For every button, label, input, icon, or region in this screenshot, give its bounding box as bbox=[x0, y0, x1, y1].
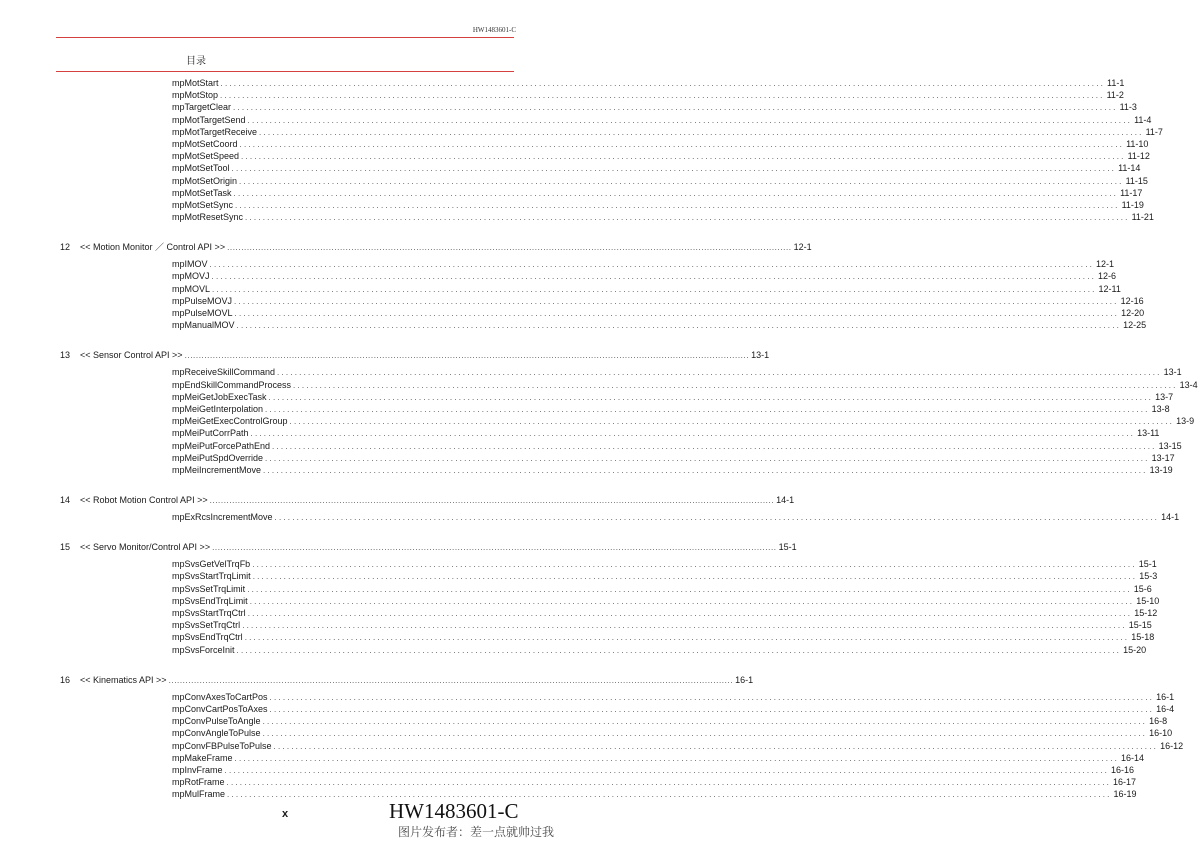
dot-leader: ........................................................................................................................................................................................................ bbox=[247, 609, 1133, 618]
toc-entry-label: mpEndSkillCommandProcess bbox=[172, 379, 292, 390]
toc-page-number: 15-3 bbox=[1139, 571, 1158, 582]
dot-leader: ........................................................................................................................................................................................................ bbox=[242, 621, 1127, 631]
toc-page-number: 11-21 bbox=[1131, 212, 1154, 223]
toc-entry[interactable] bbox=[0, 740, 1184, 752]
dot-leader: ........................................................................................................................................................................................................ bbox=[262, 729, 1148, 739]
toc-entry[interactable] bbox=[0, 175, 1148, 187]
toc-entry[interactable] bbox=[0, 715, 1168, 727]
chapter-number: 15 bbox=[60, 542, 71, 553]
toc-chapter-group bbox=[0, 541, 1160, 656]
toc-entry[interactable] bbox=[0, 452, 1175, 464]
toc-page-number: 12-25 bbox=[1123, 320, 1147, 331]
toc-page-number: 16-12 bbox=[1160, 740, 1184, 751]
toc-entry-label: mpMotStop bbox=[172, 90, 219, 101]
dot-leader: ........................................................................................................................................................................................................ bbox=[252, 560, 1137, 570]
dot-leader: ........................................................................................................................................................................................................ bbox=[235, 200, 1120, 210]
toc-entry-label: mpMotSetTask bbox=[172, 187, 232, 198]
header-doc-number: HW1483601-C bbox=[472, 26, 516, 34]
toc-entry[interactable] bbox=[0, 391, 1174, 403]
chapter-number: 12 bbox=[60, 242, 71, 253]
dot-leader: ........................................................................................................................................................................................................ bbox=[249, 596, 1135, 606]
chapter-number: 16 bbox=[60, 674, 71, 685]
toc-entry[interactable] bbox=[0, 583, 1152, 595]
toc-page-number: 16-4 bbox=[1156, 703, 1175, 714]
toc-entry[interactable] bbox=[0, 319, 1147, 331]
toc-page-number: 15-15 bbox=[1128, 620, 1152, 631]
toc-entry[interactable] bbox=[0, 283, 1121, 295]
toc-page-number: 11-15 bbox=[1125, 175, 1148, 186]
toc-chapter-heading[interactable] bbox=[0, 494, 795, 507]
table-of-contents bbox=[0, 77, 1198, 800]
toc-entry[interactable] bbox=[0, 752, 1145, 764]
footer-doc-number: HW1483601-C bbox=[389, 799, 519, 823]
dot-leader: ........................................................................................................................................................................................................ bbox=[263, 465, 1148, 475]
dot-leader: ........................................................................................................................................................................................................ bbox=[234, 753, 1120, 763]
dot-leader: ........................................................................................................................................................................................................ bbox=[224, 765, 1110, 775]
toc-entry[interactable] bbox=[0, 403, 1170, 415]
toc-page-number: 15-1 bbox=[778, 542, 797, 553]
toc-entry-label: mpConvPulseToAngle bbox=[172, 716, 261, 727]
dot-leader: ........................................................................................................................................................................................................ bbox=[234, 309, 1120, 318]
dot-leader: ........................................................................................................................................................................................................ bbox=[233, 103, 1118, 113]
toc-page-number: 16-16 bbox=[1111, 764, 1135, 775]
toc-entry[interactable] bbox=[0, 776, 1137, 788]
toc-entry-label: mpMulFrame bbox=[172, 789, 226, 800]
toc-page-number: 13-1 bbox=[1163, 367, 1182, 378]
dot-leader: ........................................................................................................................................................................................................ bbox=[241, 152, 1126, 162]
toc-page-number: 13-7 bbox=[1155, 391, 1174, 402]
toc-entry[interactable] bbox=[0, 691, 1175, 703]
dot-leader: ........................................................................................................................................................................................................ bbox=[265, 453, 1150, 463]
toc-entry-label: mpSvsForceInit bbox=[172, 644, 235, 655]
toc-entry-label: mpSvsEndTrqCtrl bbox=[172, 632, 243, 643]
dot-leader: ........................................................................................................................................................................................................ bbox=[212, 284, 1097, 294]
toc-page-number: 14-1 bbox=[776, 495, 795, 506]
chapter-title: << Servo Monitor/Control API >> bbox=[80, 542, 211, 553]
toc-entry[interactable] bbox=[0, 727, 1173, 739]
dot-leader: ........................................................................................................................................................................................................ bbox=[269, 692, 1155, 702]
toc-entry-label: mpMotSetCoord bbox=[172, 138, 238, 149]
toc-entry[interactable] bbox=[0, 464, 1173, 476]
toc-entry-label: mpIMOV bbox=[172, 259, 208, 270]
toc-entry-label: mpSvsStartTrqLimit bbox=[172, 571, 251, 582]
toc-entry-label: mpMotTargetReceive bbox=[172, 126, 258, 137]
dot-leader: ........................................................................................................................................................................................................ bbox=[209, 260, 1095, 270]
toc-entry[interactable] bbox=[0, 764, 1135, 776]
chapter-title: << Kinematics API >> bbox=[80, 674, 167, 685]
toc-entry-label: mpMotStart bbox=[172, 78, 219, 88]
header-bottom-rule bbox=[56, 71, 514, 72]
toc-entry[interactable] bbox=[0, 644, 1147, 656]
dot-leader: ........................................................................................................................................................................................................ bbox=[289, 417, 1175, 427]
toc-entry[interactable] bbox=[0, 703, 1175, 715]
dot-leader: ........................................................................................................................................................................................................ bbox=[168, 675, 734, 685]
dot-leader: ........................................................................................................................................................................................................ bbox=[236, 321, 1122, 331]
toc-page-number: 11-10 bbox=[1126, 138, 1149, 149]
dot-leader: ........................................................................................................................................................................................................ bbox=[252, 572, 1138, 582]
toc-page-number: 16-14 bbox=[1121, 752, 1145, 763]
dot-leader: ........................................................................................................................................................................................................ bbox=[234, 296, 1119, 306]
toc-entry-label: mpConvAxesToCartPos bbox=[172, 691, 268, 702]
toc-page-number: 12-11 bbox=[1098, 283, 1121, 294]
dot-leader: ........................................................................................................................................................................................................ bbox=[239, 176, 1124, 186]
dot-leader: ........................................................................................................................................................................................................ bbox=[226, 778, 1112, 788]
toc-chapter-group bbox=[0, 77, 1163, 223]
toc-page-number: 11-7 bbox=[1145, 126, 1163, 137]
toc-entry[interactable] bbox=[0, 607, 1158, 619]
chapter-number: 13 bbox=[60, 350, 71, 361]
toc-page-number: 15-1 bbox=[1138, 559, 1157, 570]
toc-page-number: 13-17 bbox=[1151, 452, 1175, 463]
toc-page-number: 16-10 bbox=[1149, 728, 1173, 739]
toc-page-number: 11-2 bbox=[1106, 90, 1124, 101]
toc-chapter-heading[interactable] bbox=[0, 241, 812, 254]
toc-entry-label: mpTargetClear bbox=[172, 102, 232, 113]
toc-entry-label: mpMotSetSync bbox=[172, 199, 234, 210]
toc-entry-label: mpMotSetTool bbox=[172, 163, 230, 174]
toc-entry[interactable] bbox=[0, 379, 1198, 391]
toc-page-number: 15-18 bbox=[1131, 632, 1155, 643]
dot-leader: ........................................................................................................................................................................................................ bbox=[273, 741, 1159, 751]
footer-page-number: x bbox=[282, 808, 289, 820]
toc-entry[interactable] bbox=[0, 415, 1195, 427]
toc-chapter-heading[interactable] bbox=[0, 674, 754, 687]
toc-page-number: 11-4 bbox=[1134, 114, 1152, 125]
toc-entry-label: mpMeiGetExecControlGroup bbox=[172, 416, 288, 427]
toc-entry[interactable] bbox=[0, 89, 1124, 101]
dot-leader: ........................................................................................................................................................................................................ bbox=[239, 139, 1125, 149]
toc-chapter-group bbox=[0, 349, 1198, 476]
toc-entry[interactable] bbox=[0, 77, 1125, 89]
toc-page-number: 16-1 bbox=[735, 674, 754, 685]
toc-chapter-heading[interactable] bbox=[0, 349, 770, 362]
toc-entry[interactable] bbox=[0, 150, 1150, 162]
toc-page-number: 15-20 bbox=[1123, 644, 1147, 655]
dot-leader: ........................................................................................................................................................................................................ bbox=[265, 404, 1150, 414]
dot-leader: ........................................................................................................................................................................................................ bbox=[247, 584, 1132, 594]
header-top-rule bbox=[56, 37, 514, 38]
chapter-number: 14 bbox=[60, 495, 71, 506]
toc-entry-label: mpMOVJ bbox=[172, 271, 210, 282]
dot-leader: ........................................................................................................................................................................................................ bbox=[231, 164, 1117, 174]
toc-entry[interactable] bbox=[0, 619, 1152, 631]
section-label: 目录 bbox=[186, 56, 206, 67]
toc-page-number: 16-8 bbox=[1149, 716, 1168, 727]
toc-page-number: 13-1 bbox=[751, 350, 770, 361]
toc-entry-label: mpMeiGetInterpolation bbox=[172, 403, 264, 414]
toc-page-number: 12-1 bbox=[1096, 259, 1115, 270]
chapter-title: << Sensor Control API >> bbox=[80, 350, 183, 361]
dot-leader: ........................................................................................................................................................................................................ bbox=[211, 272, 1097, 282]
dot-leader: ........................................................................................................................................................................................................ bbox=[233, 188, 1119, 198]
dot-leader: ........................................................................................................................................................................................................ bbox=[209, 496, 775, 506]
dot-leader: ........................................................................................................................................................................................................ bbox=[227, 243, 792, 253]
toc-entry-label: mpSvsSetTrqLimit bbox=[172, 583, 246, 594]
toc-page-number: 15-6 bbox=[1133, 583, 1152, 594]
toc-page-number: 13-9 bbox=[1176, 416, 1195, 427]
toc-entry[interactable] bbox=[0, 595, 1160, 607]
toc-entry-label: mpInvFrame bbox=[172, 764, 223, 775]
toc-entry[interactable] bbox=[0, 366, 1182, 378]
toc-entry-label: mpMOVL bbox=[172, 283, 211, 294]
toc-page-number: 12-1 bbox=[793, 242, 812, 253]
toc-entry-label: mpConvAngleToPulse bbox=[172, 728, 261, 739]
toc-entry[interactable] bbox=[0, 427, 1160, 439]
toc-entry-label: mpSvsSetTrqCtrl bbox=[172, 620, 241, 631]
toc-entry[interactable] bbox=[0, 187, 1143, 199]
toc-entry-label: mpMeiIncrementMove bbox=[172, 464, 262, 475]
toc-page-number: 13-8 bbox=[1151, 403, 1170, 414]
toc-entry-label: mpExRcsIncrementMove bbox=[172, 512, 273, 523]
toc-page-number: 16-17 bbox=[1113, 777, 1137, 788]
dot-leader: ........................................................................................................................................................................................................ bbox=[293, 380, 1178, 390]
dot-leader: ........................................................................................................................................................................................................ bbox=[272, 441, 1157, 451]
dot-leader: ........................................................................................................................................................................................................ bbox=[236, 645, 1122, 655]
toc-entry-label: mpConvFBPulseToPulse bbox=[172, 740, 272, 751]
dot-leader: ........................................................................................................................................................................................................ bbox=[227, 790, 1112, 800]
toc-page-number: 13-11 bbox=[1137, 428, 1160, 439]
toc-entry-label: mpSvsGetVelTrqFb bbox=[172, 559, 251, 570]
toc-entry-label: mpReceiveSkillCommand bbox=[172, 367, 276, 378]
dot-leader: ........................................................................................................................................................................................................ bbox=[220, 79, 1106, 88]
toc-entry-label: mpConvCartPosToAxes bbox=[172, 703, 268, 714]
dot-leader: ........................................................................................................................................................................................................ bbox=[220, 91, 1105, 101]
toc-page-number: 12-20 bbox=[1121, 308, 1145, 318]
toc-page-number: 13-19 bbox=[1149, 464, 1173, 475]
toc-entry-label: mpRotFrame bbox=[172, 777, 225, 788]
dot-leader: ........................................................................................................................................................................................................ bbox=[269, 704, 1155, 714]
toc-entry-label: mpMotTargetSend bbox=[172, 114, 246, 125]
toc-entry-label: mpPulseMOVJ bbox=[172, 295, 233, 306]
toc-entry-label: mpManualMOV bbox=[172, 320, 235, 331]
toc-entry[interactable] bbox=[0, 558, 1157, 570]
toc-entry-label: mpMotSetOrigin bbox=[172, 175, 238, 186]
dot-leader: ........................................................................................................................................................................................................ bbox=[259, 127, 1144, 137]
dot-leader: ........................................................................................................................................................................................................ bbox=[277, 368, 1162, 378]
toc-entry[interactable] bbox=[0, 511, 1180, 523]
toc-page-number: 12-6 bbox=[1098, 271, 1117, 282]
toc-entry-label: mpMeiGetJobExecTask bbox=[172, 391, 267, 402]
toc-page-number: 13-4 bbox=[1179, 379, 1198, 390]
toc-chapter-heading[interactable] bbox=[0, 541, 797, 554]
toc-entry-label: mpMakeFrame bbox=[172, 752, 233, 763]
toc-entry-label: mpMeiPutForcePathEnd bbox=[172, 440, 271, 451]
toc-page-number: 16-19 bbox=[1113, 789, 1137, 800]
toc-page-number: 11-19 bbox=[1121, 199, 1144, 210]
toc-page-number: 12-16 bbox=[1120, 295, 1144, 306]
toc-entry[interactable] bbox=[0, 295, 1144, 307]
toc-entry-label: mpPulseMOVL bbox=[172, 308, 233, 318]
toc-entry[interactable] bbox=[0, 138, 1149, 150]
toc-entry[interactable] bbox=[0, 126, 1163, 138]
toc-chapter-group bbox=[0, 494, 1180, 523]
toc-page-number: 14-1 bbox=[1161, 512, 1180, 523]
toc-page-number: 16-1 bbox=[1156, 691, 1175, 702]
toc-entry[interactable] bbox=[0, 258, 1115, 270]
toc-entry[interactable] bbox=[0, 101, 1137, 113]
dot-leader: ........................................................................................................................................................................................................ bbox=[245, 213, 1130, 223]
dot-leader: ........................................................................................................................................................................................................ bbox=[262, 717, 1148, 727]
toc-page-number: 11-14 bbox=[1118, 163, 1141, 174]
chapter-title: << Robot Motion Control API >> bbox=[80, 495, 208, 506]
toc-entry[interactable] bbox=[0, 114, 1152, 126]
toc-entry-label: mpSvsStartTrqCtrl bbox=[172, 608, 246, 618]
toc-entry[interactable] bbox=[0, 199, 1144, 211]
dot-leader: ........................................................................................................................................................................................................ bbox=[244, 633, 1130, 643]
chapter-title: << Motion Monitor ／ Control API >> bbox=[80, 242, 226, 253]
toc-entry-label: mpSvsEndTrqLimit bbox=[172, 595, 248, 606]
toc-page-number: 15-12 bbox=[1134, 608, 1158, 618]
toc-page-number: 11-12 bbox=[1127, 151, 1150, 162]
toc-entry[interactable] bbox=[0, 270, 1117, 282]
toc-entry[interactable] bbox=[0, 162, 1141, 174]
toc-entry[interactable] bbox=[0, 307, 1145, 319]
toc-entry-label: mpMeiPutCorrPath bbox=[172, 428, 249, 439]
toc-entry-label: mpMotSetSpeed bbox=[172, 151, 240, 162]
toc-page-number: 15-10 bbox=[1136, 595, 1160, 606]
toc-entry[interactable] bbox=[0, 211, 1154, 223]
watermark-text: 图片发布者：差一点就帅过我 bbox=[398, 825, 555, 839]
dot-leader: ........................................................................................................................................................................................................ bbox=[268, 392, 1154, 402]
dot-leader: ........................................................................................................................................................................................................ bbox=[212, 543, 777, 553]
toc-entry[interactable] bbox=[0, 570, 1158, 582]
toc-entry[interactable] bbox=[0, 440, 1182, 452]
dot-leader: ........................................................................................................................................................................................................ bbox=[274, 513, 1160, 523]
toc-chapter-group bbox=[0, 674, 1184, 801]
toc-entry-label: mpMotResetSync bbox=[172, 212, 244, 223]
toc-entry-label: mpMeiPutSpdOverride bbox=[172, 452, 264, 463]
toc-entry[interactable] bbox=[0, 631, 1155, 643]
dot-leader: ........................................................................................................................................................................................................ bbox=[247, 115, 1133, 125]
toc-page-number: 13-15 bbox=[1158, 440, 1182, 451]
dot-leader: ........................................................................................................................................................................................................ bbox=[184, 351, 750, 361]
toc-page-number: 11-17 bbox=[1120, 187, 1143, 198]
toc-page-number: 11-3 bbox=[1119, 102, 1137, 113]
dot-leader: ........................................................................................................................................................................................................ bbox=[250, 429, 1136, 439]
toc-chapter-group bbox=[0, 241, 1147, 331]
toc-page-number: 11-1 bbox=[1107, 78, 1125, 88]
